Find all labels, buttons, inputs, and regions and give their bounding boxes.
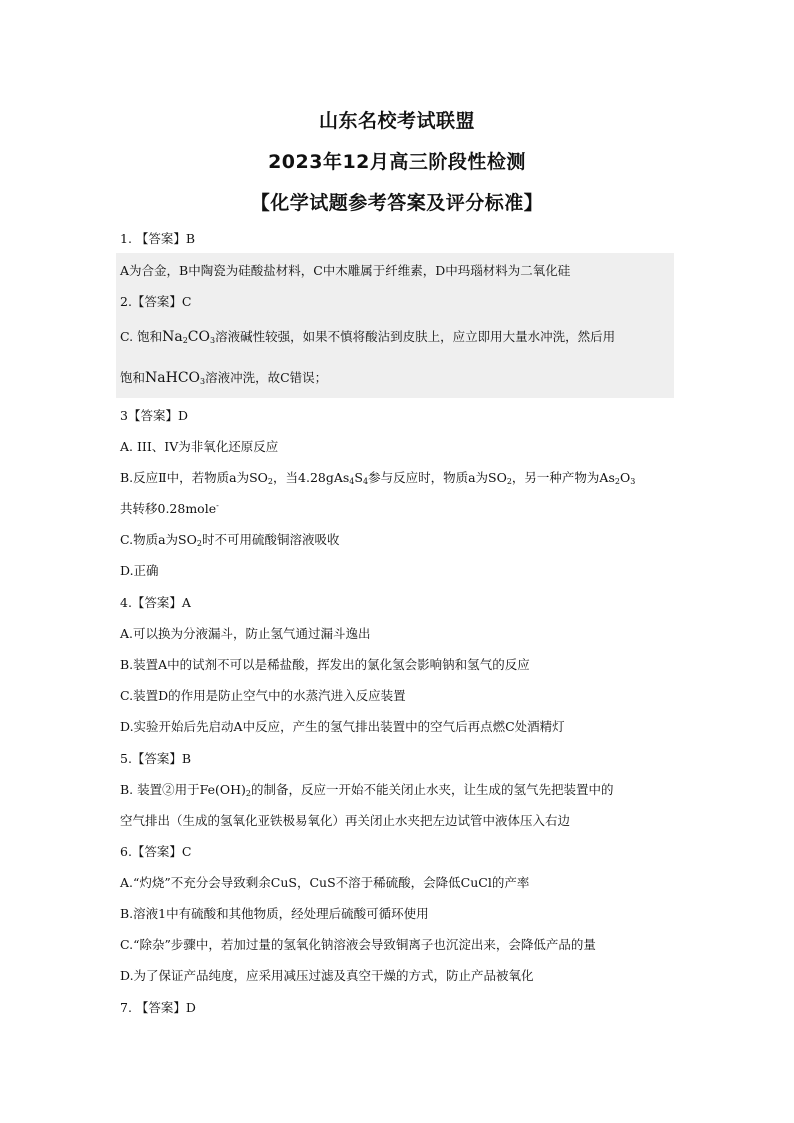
q2-explanation-line1: C. 饱和$Na_2CO_3$溶液碱性较强，如果不慎将酸沾到皮肤上，应立即用大量水冲洗，然后用 (120, 329, 616, 345)
q4-option-d: D.实验开始后先启动A中反应，产生的氢气排出装置中的空气后再点燃C处酒精灯 (120, 719, 565, 734)
q2-answer: 2.【答案】C (120, 294, 192, 309)
q2-explanation-line2: 饱和NaHCO$_3$溶液冲洗，故C错误； (120, 370, 328, 386)
q3-option-a: A. III、IV为非氧化还原反应 (120, 439, 279, 454)
doc-title-school: 山东名校考试联盟 (318, 110, 475, 132)
q3-answer: 3【答案】D (120, 408, 188, 423)
doc-title-exam: 2023年12月高三阶段性检测 (268, 151, 526, 173)
q3-option-b-cont: 共转移0.28mole- (120, 501, 219, 516)
q6-option-b: B.溶液1中有硫酸和其他物质，经处理后硫酸可循环使用 (120, 906, 429, 921)
doc-title-subject: 【化学试题参考答案及评分标准】 (250, 192, 544, 214)
q4-option-c: C.装置D的作用是防止空气中的水蒸汽进入反应装置 (120, 688, 406, 703)
q6-answer: 6.【答案】C (120, 844, 192, 859)
q6-option-a: A.“灼烧”不充分会导致剩余CuS，CuS不溶于稀硫酸，会降低CuCl的产率 (120, 875, 530, 890)
q3-option-b: B.反应Ⅱ中，若物质a为$SO_2$，当$4.28gAs_4S_4$参与反应时，物质a为$SO_2$，另一种产物为$As_2O_3$ (120, 470, 636, 486)
q6-option-c: C.“除杂”步骤中，若加过量的氢氧化钠溶液会导致铜离子也沉淀出来，会降低产品的量 (120, 937, 596, 952)
q3-option-c: C.物质a为$SO_2$时不可用硫酸铜溶液吸收 (120, 532, 340, 548)
q4-answer: 4.【答案】A (120, 595, 191, 610)
q4-option-b: B.装置A中的试剂不可以是稀盐酸，挥发出的氯化氢会影响钠和氢气的反应 (120, 657, 530, 672)
q1-explanation: A为合金，B中陶瓷为硅酸盐材料，C中木雕属于纤维素，D中玛瑙材料为二氧化硅 (120, 263, 571, 278)
q4-option-a: A.可以换为分液漏斗，防止氢气通过漏斗逸出 (120, 626, 371, 641)
q5-explanation-line1: B. 装置②用于$Fe(OH)_2$的制备，反应一开始不能关闭止水夹，让生成的氢气先把装置中的 (120, 782, 614, 798)
q1-answer: 1. 【答案】B (120, 231, 196, 246)
q5-answer: 5.【答案】B (120, 751, 192, 766)
q5-explanation-line2: 空气排出（生成的氢氧化亚铁极易氧化）再关闭止水夹把左边试管中液体压入右边 (120, 813, 571, 828)
q6-option-d: D.为了保证产品纯度，应采用减压过滤及真空干燥的方式，防止产品被氧化 (120, 968, 534, 983)
q7-answer: 7. 【答案】D (120, 1000, 196, 1015)
q3-option-d: D.正确 (120, 563, 159, 578)
